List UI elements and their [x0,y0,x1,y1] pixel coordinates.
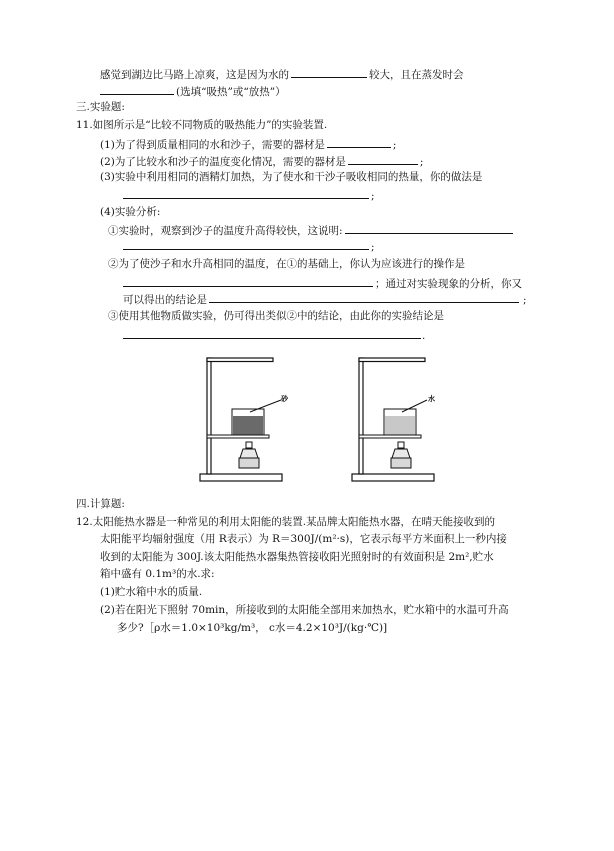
q11-analysis-3: ③使用其他物质做实验，仍可得出类似②中的结论，由此你的实验结论是 [108,310,444,322]
apparatus-figure [195,352,445,495]
intro-line-1 [100,66,464,82]
q12-line-3: 收到的太阳能为 300J.该太阳能热水器集热管接收阳光照射时的有效面积是 2m²,贮水 [100,551,494,563]
blank-q11-part1[interactable] [327,136,391,148]
q11-analysis-2-l2-post: ；通过对实验现象的分析，你又 [375,278,522,290]
q11-part1-end: ; [392,139,397,151]
blank-specific-heat[interactable] [291,66,367,78]
blank-q11-analysis-3[interactable] [123,327,421,339]
section4-title: 四.计算题: [76,498,125,510]
label-sand: 砂 [281,394,288,403]
q11-part1 [100,136,396,152]
label-water: 水 [428,394,435,403]
q11-analysis-2-l3 [123,291,527,307]
q11-analysis-3-answer [123,327,425,343]
q11-part2-text: (2)为了比较水和沙子的温度变化情况，需要的器材是 [100,156,346,168]
blank-q11-part3[interactable] [123,187,369,199]
q11-analysis-1 [108,222,513,238]
q11-analysis-1-end: ; [371,241,375,253]
blank-q11-analysis-2a[interactable] [123,275,373,287]
q11-analysis-1-cont [123,238,375,254]
q12-part2: (2)若在阳光下照射 70min，所接收到的太阳能全部用来加热水，贮水箱中的水温可升高 [100,604,509,616]
q11-part2-end: ; [419,156,424,168]
q11-analysis-2-l3-end: ; [523,294,527,306]
blank-q11-part2[interactable] [348,153,418,165]
q12-line-1: 12.太阳能热水器是一种常见的利用太阳能的装置.某品牌太阳能热水器，在晴天能接收到的 [76,516,496,528]
q11-analysis-2-l2 [123,275,522,291]
q11-stem: 11.如图所示是“比较不同物质的吸热能力”的实验装置. [76,119,328,131]
water-apparatus [352,358,434,481]
q11-part4: (4)实验分析: [100,206,161,218]
q11-part3: (3)实验中利用相同的酒精灯加热，为了使水和干沙子吸收相同的热量，你的做法是 [100,171,483,183]
q11-analysis-3-end: . [422,330,426,342]
q11-part2 [100,153,423,169]
intro-line-1-pre: 感觉到湖边比马路上凉爽，这是因为水的 [100,69,289,81]
q11-analysis-1-text: ①实验时，观察到沙子的温度升高得较快，这说明: [108,225,343,237]
q11-part3-end: ; [371,190,375,202]
q12-line-2: 太阳能平均辐射强度（用 R表示）为 R＝300J/(m²·s)，它表示每平方米面积上一秒内接 [100,533,507,545]
intro-line-1-post: 较大，且在蒸发时会 [369,69,464,81]
sand-apparatus [200,358,282,481]
intro-line-2 [100,83,286,99]
blank-q11-analysis-1b[interactable] [123,238,369,250]
intro-line-2-post: (选填“吸热”或“放热”） [176,86,286,98]
q11-analysis-2-l1: ②为了使沙子和水升高相同的温度，在①的基础上，你认为应该进行的操作是 [108,258,465,270]
section3-title: 三.实验题: [76,101,125,113]
q12-part2-cont: 多少?［ρ水＝1.0×10³kg/m³， c水＝4.2×10³J/(kg·℃)] [117,622,388,634]
blank-heat-absorb[interactable] [100,83,174,95]
apparatus-drawing [195,352,445,492]
q12-part1: (1)贮水箱中水的质量. [100,586,203,598]
blank-q11-analysis-1a[interactable] [345,222,513,234]
q11-part3-answer [123,187,375,203]
q12-line-4: 箱中盛有 0.1m³的水.求: [100,568,215,580]
blank-q11-analysis-2b[interactable] [209,291,519,303]
q11-part1-text: (1)为了得到质量相同的水和沙子，需要的器材是 [100,139,325,151]
q11-analysis-2-l3-pre: 可以得出的结论是 [123,294,207,306]
